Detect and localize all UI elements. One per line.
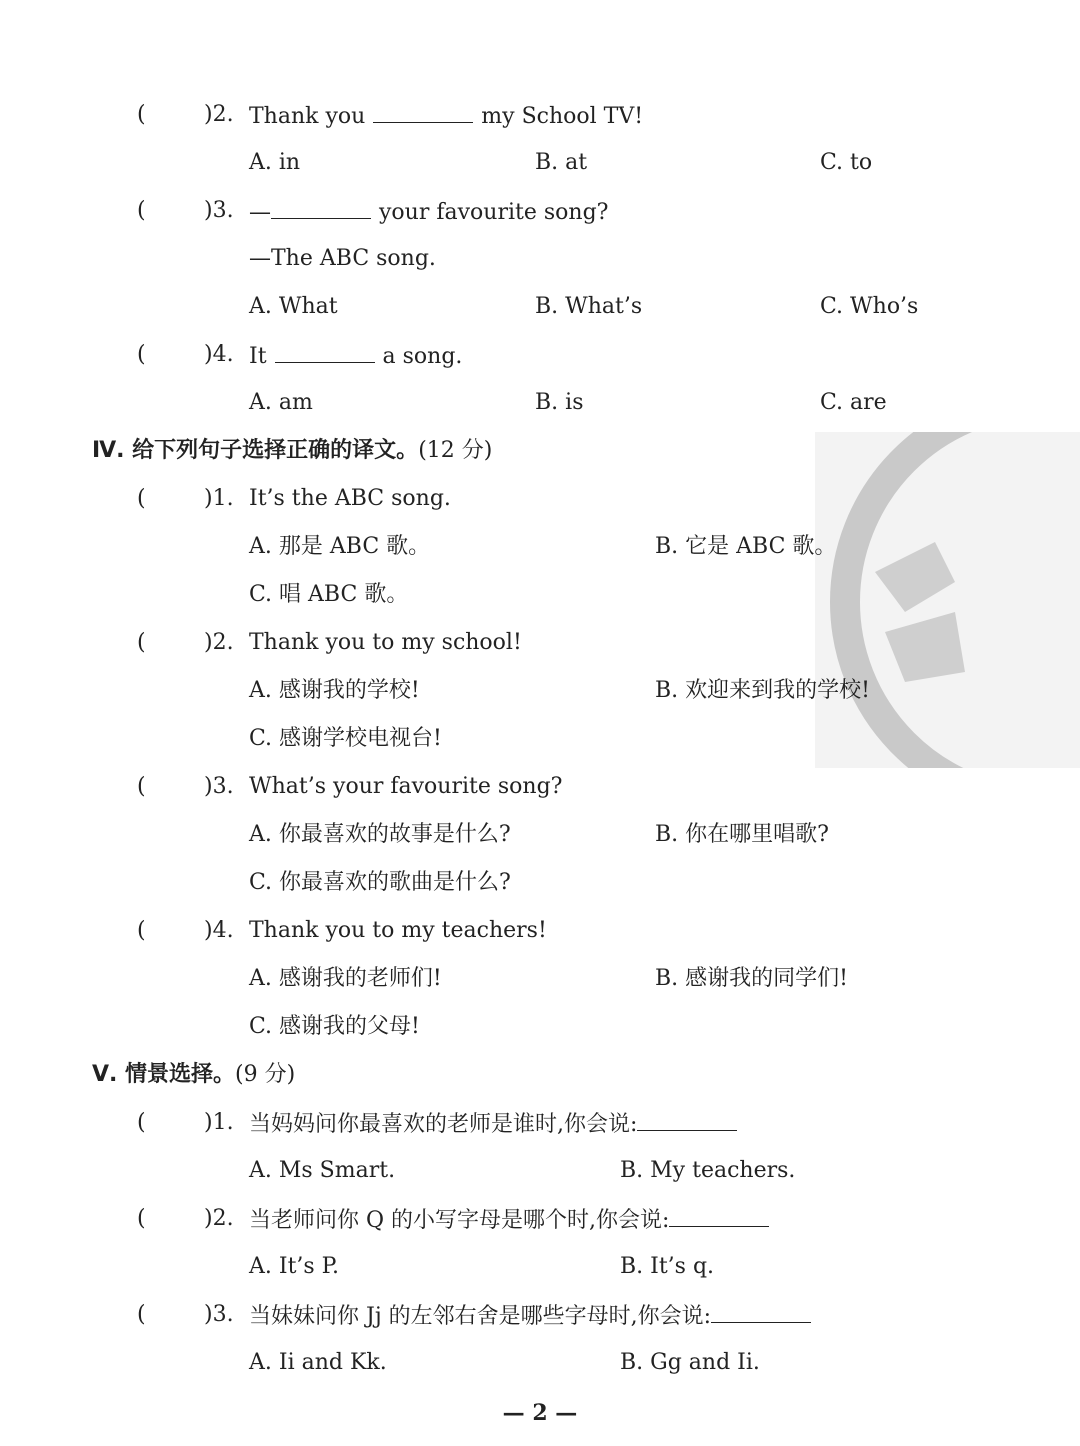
- option-b: B. 它是 ABC 歌。: [655, 534, 837, 559]
- question-number: )1.: [204, 1110, 234, 1135]
- question-text-after: your favourite song?: [379, 200, 609, 225]
- section-heading: [92, 436, 492, 466]
- answer-paren[interactable]: (: [137, 198, 146, 223]
- answer-blank[interactable]: [275, 340, 375, 363]
- question-text: [249, 196, 608, 228]
- question-number: )2.: [204, 1206, 234, 1231]
- question-number: )3.: [204, 774, 234, 799]
- answer-paren[interactable]: (: [137, 630, 146, 655]
- section-title: Ⅳ. 给下列句子选择正确的译文。: [92, 438, 419, 463]
- question-text-body: 当老师问你 Q 的小写字母是哪个时,你会说:: [249, 1208, 670, 1233]
- question-text-before: Thank you: [249, 104, 366, 129]
- dialogue-reply: —The ABC song.: [249, 246, 436, 271]
- question-number: )2.: [204, 102, 234, 127]
- answer-blank[interactable]: [711, 1300, 811, 1323]
- question-number: )4.: [204, 342, 234, 367]
- option-a: A. Ii and Kk.: [249, 1350, 387, 1375]
- question-text: It’s the ABC song.: [249, 486, 451, 511]
- answer-paren[interactable]: (: [137, 102, 146, 127]
- question-text-before: It: [249, 344, 267, 369]
- page-number: — 2 —: [502, 1400, 578, 1426]
- answer-paren[interactable]: (: [137, 342, 146, 367]
- option-a: A. Ms Smart.: [249, 1158, 396, 1183]
- section-title: Ⅴ. 情景选择。: [92, 1062, 236, 1087]
- option-c: C. 感谢我的父母!: [249, 1014, 420, 1039]
- option-a: A. What: [249, 294, 338, 319]
- option-c: C. are: [820, 390, 887, 415]
- question-number: )4.: [204, 918, 234, 943]
- option-a: A. in: [249, 150, 301, 175]
- question-text-body: 当妹妹问你 Jj 的左邻右舍是哪些字母时,你会说:: [249, 1304, 712, 1329]
- question-text: [249, 100, 643, 132]
- option-a: A. It’s P.: [249, 1254, 340, 1279]
- option-a: A. 你最喜欢的故事是什么?: [249, 822, 511, 847]
- answer-paren[interactable]: (: [137, 918, 146, 943]
- section-score: (9 分): [235, 1062, 296, 1087]
- option-b: B. What’s: [535, 294, 643, 319]
- answer-paren[interactable]: (: [137, 1206, 146, 1231]
- question-text: [249, 1204, 777, 1236]
- question-text-body: 当妈妈问你最喜欢的老师是谁时,你会说:: [249, 1112, 638, 1137]
- option-b: B. at: [535, 150, 588, 175]
- question-text: [249, 340, 462, 372]
- question-text-after: a song.: [382, 344, 463, 369]
- watermark-logo: [815, 432, 1080, 768]
- question-number: )3.: [204, 198, 234, 223]
- option-a: A. am: [249, 390, 313, 415]
- question-number: )3.: [204, 1302, 234, 1327]
- question-text: Thank you to my teachers!: [249, 918, 547, 943]
- question-text-after: my School TV!: [481, 104, 644, 129]
- option-c: C. 感谢学校电视台!: [249, 726, 442, 751]
- answer-blank[interactable]: [669, 1204, 769, 1227]
- answer-paren[interactable]: (: [137, 774, 146, 799]
- section-score: (12 分): [418, 438, 493, 463]
- option-c: C. 你最喜欢的歌曲是什么?: [249, 870, 511, 895]
- option-b: B. 你在哪里唱歌?: [655, 822, 829, 847]
- section-heading: [92, 1060, 295, 1090]
- answer-paren[interactable]: (: [137, 486, 146, 511]
- option-b: B. Gg and Ii.: [620, 1350, 760, 1375]
- question-number: )1.: [204, 486, 234, 511]
- option-b: B. 感谢我的同学们!: [655, 966, 848, 991]
- answer-paren[interactable]: (: [137, 1302, 146, 1327]
- option-a: A. 感谢我的学校!: [249, 678, 420, 703]
- option-b: B. It’s q.: [620, 1254, 715, 1279]
- option-b: B. My teachers.: [620, 1158, 796, 1183]
- option-b: B. is: [535, 390, 584, 415]
- question-number: )2.: [204, 630, 234, 655]
- option-c: C. to: [820, 150, 873, 175]
- question-text: Thank you to my school!: [249, 630, 522, 655]
- answer-paren[interactable]: (: [137, 1110, 146, 1135]
- question-text: [249, 1300, 819, 1332]
- answer-blank[interactable]: [271, 196, 371, 219]
- option-c: C. Who’s: [820, 294, 919, 319]
- question-text-before: —: [249, 200, 271, 225]
- option-c: C. 唱 ABC 歌。: [249, 582, 409, 607]
- answer-blank[interactable]: [373, 100, 473, 123]
- answer-blank[interactable]: [637, 1108, 737, 1131]
- question-text: What’s your favourite song?: [249, 774, 563, 799]
- option-a: A. 感谢我的老师们!: [249, 966, 442, 991]
- question-text: [249, 1108, 745, 1140]
- option-a: A. 那是 ABC 歌。: [249, 534, 431, 559]
- option-b: B. 欢迎来到我的学校!: [655, 678, 870, 703]
